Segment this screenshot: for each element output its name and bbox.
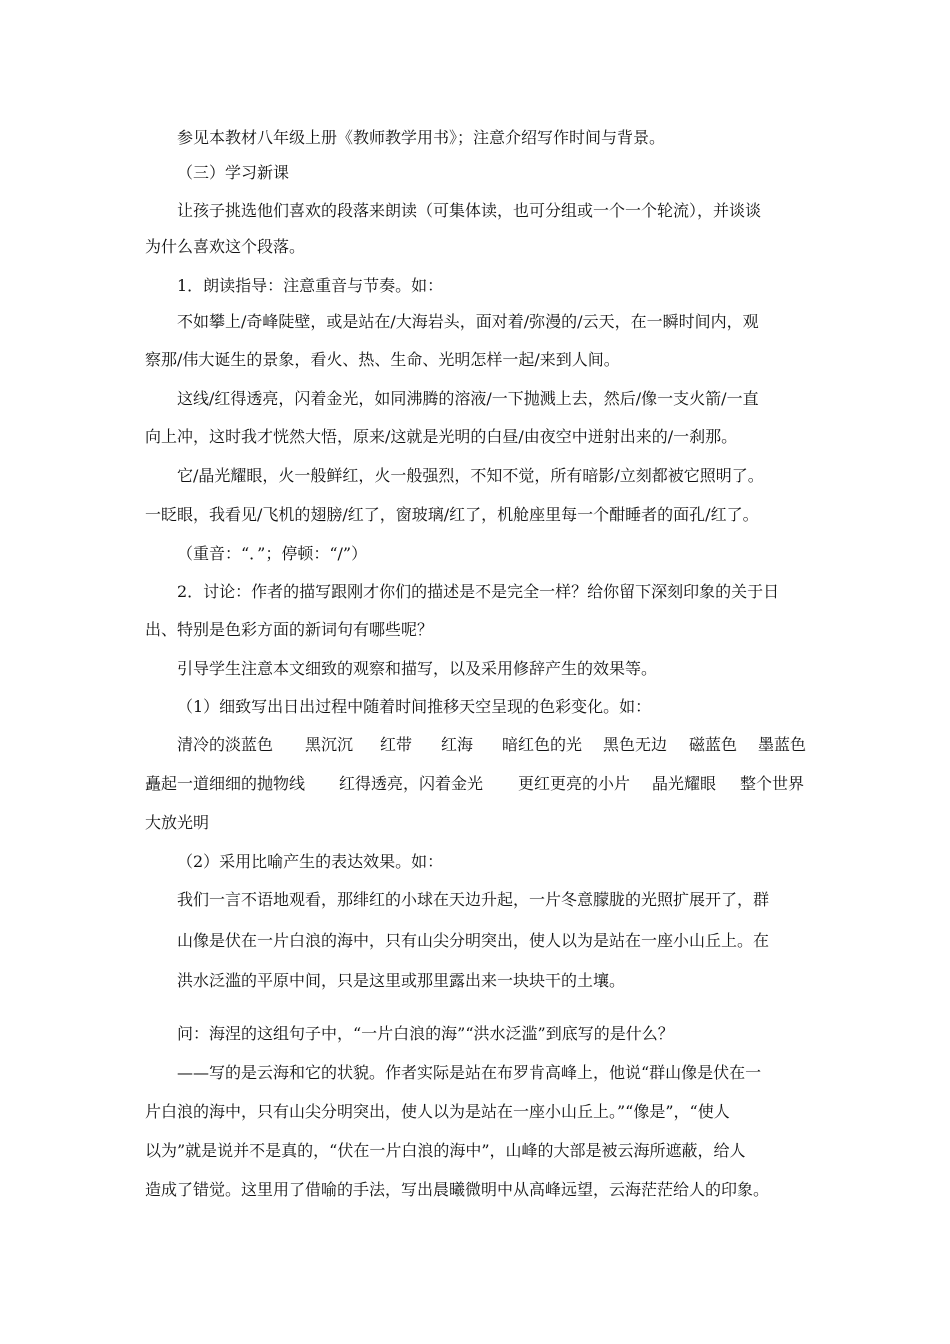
color-word: 矗起一道细细的抛物线 <box>145 774 306 793</box>
paragraph-line: 引导学生注意本文细致的观察和描写，以及采用修辞产生的效果等。 <box>177 659 658 678</box>
color-word: 墨蓝色 <box>758 735 807 754</box>
color-words-row <box>0 735 950 755</box>
color-word: 红海 <box>441 735 474 754</box>
quote-line: 我们一言不语地观看，那绯红的小球在天边升起，一片冬意朦胧的光照扩展开了，群 <box>177 890 770 909</box>
question-line: 问：海涅的这组句子中，“一片白浪的海”“洪水泛滥”到底写的是什么？ <box>177 1024 674 1043</box>
paragraph-line: 向上冲，这时我才恍然大悟，原来/这就是光明的白昼/由夜空中迸射出来的/一刹那。 <box>145 427 738 446</box>
color-word: 整个世界 <box>740 774 805 793</box>
paragraph-line: 片白浪的海中，只有山尖分明突出，使人以为是站在一座小山丘上。”“像是”，“使人 <box>145 1102 730 1121</box>
paragraph-line: （重音：“．”；停顿：“/”） <box>177 544 368 563</box>
color-word: 更红更亮的小片 <box>518 774 631 793</box>
paragraph-line: 参见本教材八年级上册《教师教学用书》；注意介绍写作时间与背景。 <box>177 128 666 147</box>
paragraph-line: 为什么喜欢这个段落。 <box>145 237 306 256</box>
paragraph-line: 一眨眼，我看见/飞机的翅膀/红了，窗玻璃/红了，机舱座里每一个酣睡者的面孔/红了。 <box>145 505 759 524</box>
paragraph-line: 这线/红得透亮，闪着金光，如同沸腾的溶液/一下抛溅上去，然后/像一支火箭/一直 <box>177 389 759 408</box>
quote-line: 山像是伏在一片白浪的海中，只有山尖分明突出，使人以为是站在一座小山丘上。在 <box>177 931 770 950</box>
color-word: 黑沉沉 <box>305 735 354 754</box>
paragraph-line: （2）采用比喻产生的表达效果。如： <box>177 852 444 871</box>
color-words-row <box>0 774 950 794</box>
color-word: 晶光耀眼 <box>652 774 717 793</box>
paragraph-line: 出、特别是色彩方面的新词句有哪些呢？ <box>145 620 434 639</box>
paragraph-line: 造成了错觉。这里用了借喻的手法，写出晨曦微明中从高峰远望，云海茫茫给人的印象。 <box>145 1180 770 1199</box>
paragraph-line: 大放光明 <box>145 813 210 832</box>
paragraph-line: 以为”就是说并不是真的，“伏在一片白浪的海中”，山峰的大部是被云海所遮蔽，给人 <box>145 1141 746 1160</box>
section-heading: （三）学习新课 <box>177 163 290 182</box>
color-word: 磁蓝色 <box>689 735 738 754</box>
paragraph-line: 不如攀上/奇峰陡壁，或是站在/大海岩头，面对着/弥漫的/云天，在一瞬时间内，观 <box>177 312 759 331</box>
paragraph-line: 它/晶光耀眼，火一般鲜红，火一般强烈，不知不觉，所有暗影/立刻都被它照明了。 <box>177 466 764 485</box>
quote-line: 洪水泛滥的平原中间，只是这里或那里露出来一块块干的土壤。 <box>177 971 626 990</box>
paragraph-line: 察那/伟大诞生的景象，看火、热、生命、光明怎样一起/来到人间。 <box>145 350 620 369</box>
paragraph-line: 2．讨论：作者的描写跟刚才你们的描述是不是完全一样？给你留下深刻印象的关于日 <box>177 582 780 601</box>
paragraph-line: （1）细致写出日出过程中随着时间推移天空呈现的色彩变化。如： <box>177 697 652 716</box>
color-word: 红得透亮，闪着金光 <box>339 774 484 793</box>
color-word: 清冷的淡蓝色 <box>177 735 274 754</box>
paragraph-line: 1．朗读指导：注意重音与节奏。如： <box>177 276 444 295</box>
paragraph-line: 让孩子挑选他们喜欢的段落来朗读（可集体读，也可分组或一个一个轮流），并谈谈 <box>177 201 762 220</box>
color-word: 黑色无边 <box>603 735 668 754</box>
color-word: 红带 <box>380 735 413 754</box>
paragraph-line: ——写的是云海和它的状貌。作者实际是站在布罗肯高峰上，他说“群山像是伏在一 <box>177 1063 762 1082</box>
color-word: 暗红色的光 <box>502 735 583 754</box>
